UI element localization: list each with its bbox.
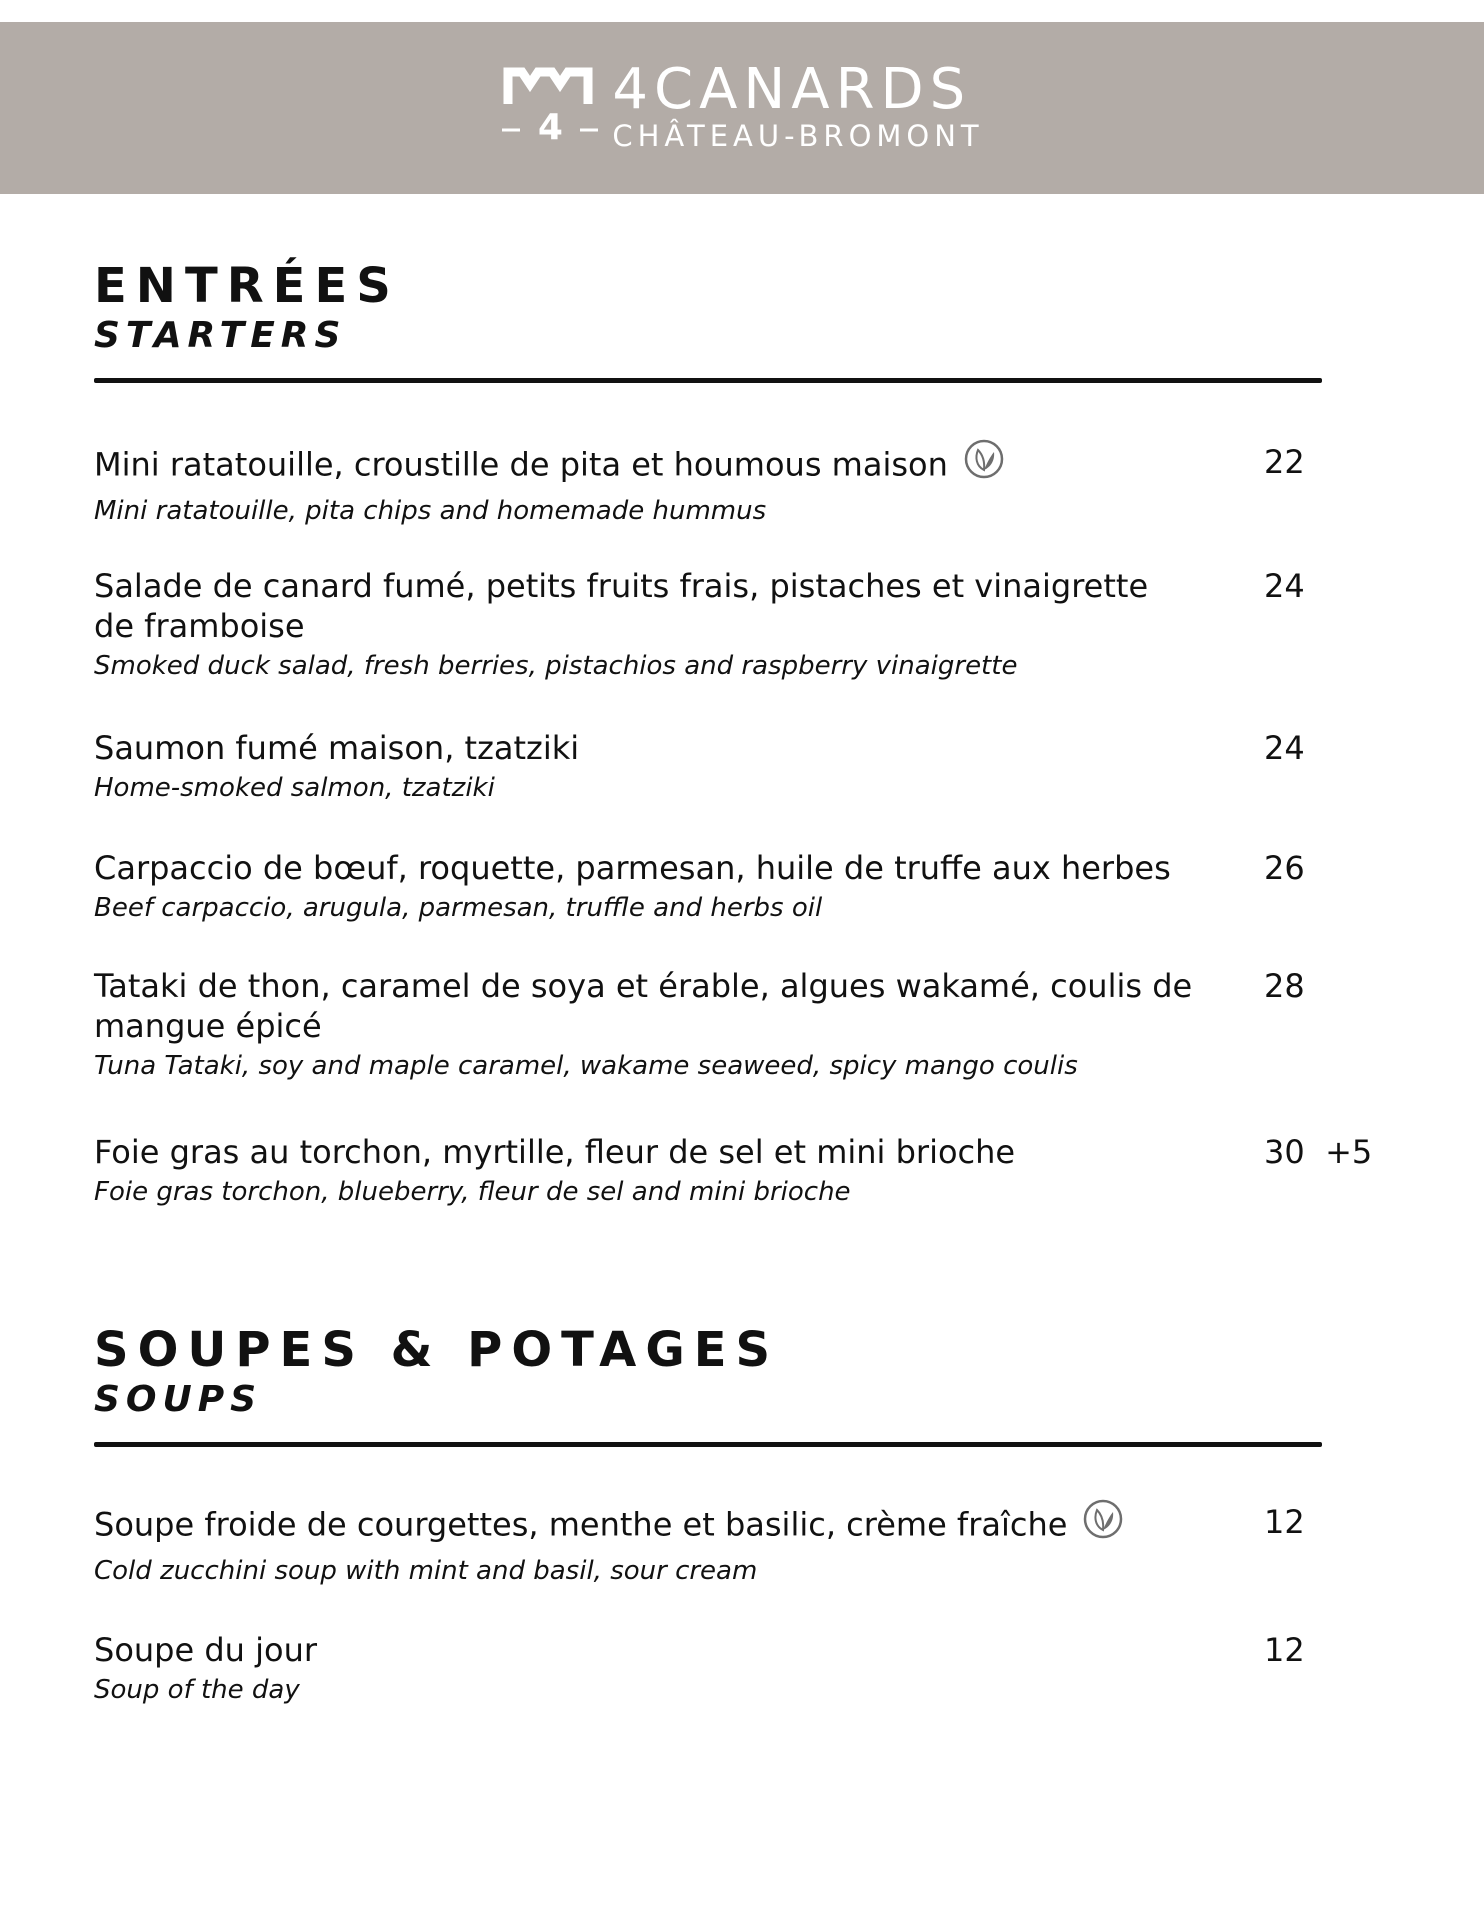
item-name: Saumon fumé maison, tzatziki: [94, 729, 580, 767]
item-name: Foie gras au torchon, myrtille, fleur de sel et mini brioche: [94, 1133, 1016, 1171]
section-divider: [94, 1442, 1322, 1447]
section-subtitle: STARTERS: [94, 315, 347, 356]
item-name: Soupe froide de courgettes, menthe et basilic, crème fraîche: [94, 1505, 1068, 1544]
menu-item: [94, 1630, 1384, 1708]
brand-logo: [500, 57, 984, 154]
menu-item: [94, 966, 1384, 1084]
item-name: Carpaccio de bœuf, roquette, parmesan, huile de truffe aux herbes: [94, 849, 1171, 887]
section-title: ENTRÉES: [94, 258, 400, 314]
item-price: 12: [1264, 1631, 1305, 1669]
item-name: Salade de canard fumé, petits fruits frais, pistaches et vinaigrette de framboise: [94, 567, 1149, 645]
section-subtitle: SOUPS: [94, 1379, 263, 1420]
item-price: 24: [1264, 729, 1305, 767]
item-price: 22: [1264, 443, 1305, 481]
item-name: Mini ratatouille, croustille de pita et houmous maison: [94, 445, 948, 484]
brand-title: 4CANARDS: [612, 57, 972, 122]
item-description: Soup of the day: [94, 1675, 300, 1705]
item-description: Mini ratatouille, pita chips and homemade hummus: [94, 496, 767, 526]
section-starters: [94, 258, 1373, 1207]
menu-item: [94, 848, 1384, 926]
item-price: 28: [1264, 967, 1305, 1005]
menu-item: [94, 442, 1384, 529]
item-name: Tataki de thon, caramel de soya et érable, algues wakamé, coulis de mangue épicé: [94, 967, 1193, 1045]
item-description: Beef carpaccio, arugula, parmesan, truffle and herbs oil: [94, 893, 823, 923]
logo-number: 4: [537, 107, 563, 148]
item-price: 30 +5: [1264, 1133, 1373, 1171]
menu-item: [94, 1132, 1384, 1210]
item-description: Foie gras torchon, blueberry, fleur de sel and mini brioche: [94, 1177, 851, 1207]
item-description: Tuna Tataki, soy and maple caramel, wakame seaweed, spicy mango coulis: [94, 1051, 1078, 1081]
item-name: Soupe du jour: [94, 1631, 318, 1669]
item-price: 12: [1264, 1503, 1305, 1541]
item-price: 26: [1264, 849, 1305, 887]
item-description: Home-smoked salmon, tzatziki: [94, 773, 495, 803]
menu-item: [94, 728, 1384, 806]
vegetarian-leaf-icon: [964, 439, 1004, 488]
menu-item: [94, 566, 1384, 684]
item-description: Cold zucchini soup with mint and basil, sour cream: [94, 1556, 758, 1586]
item-price: 24: [1264, 567, 1305, 605]
section-title: SOUPES & POTAGES: [94, 1322, 780, 1378]
brand-subtitle: CHÂTEAU-BROMONT: [612, 119, 984, 153]
section-soups: [94, 1322, 1322, 1705]
header-banner: [0, 22, 1484, 194]
section-divider: [94, 378, 1322, 383]
vegetarian-leaf-icon: [1083, 1499, 1123, 1548]
duck-logo-icon: [500, 64, 600, 152]
item-description: Smoked duck salad, fresh berries, pistachios and raspberry vinaigrette: [94, 651, 1018, 681]
menu-item: [94, 1502, 1384, 1589]
